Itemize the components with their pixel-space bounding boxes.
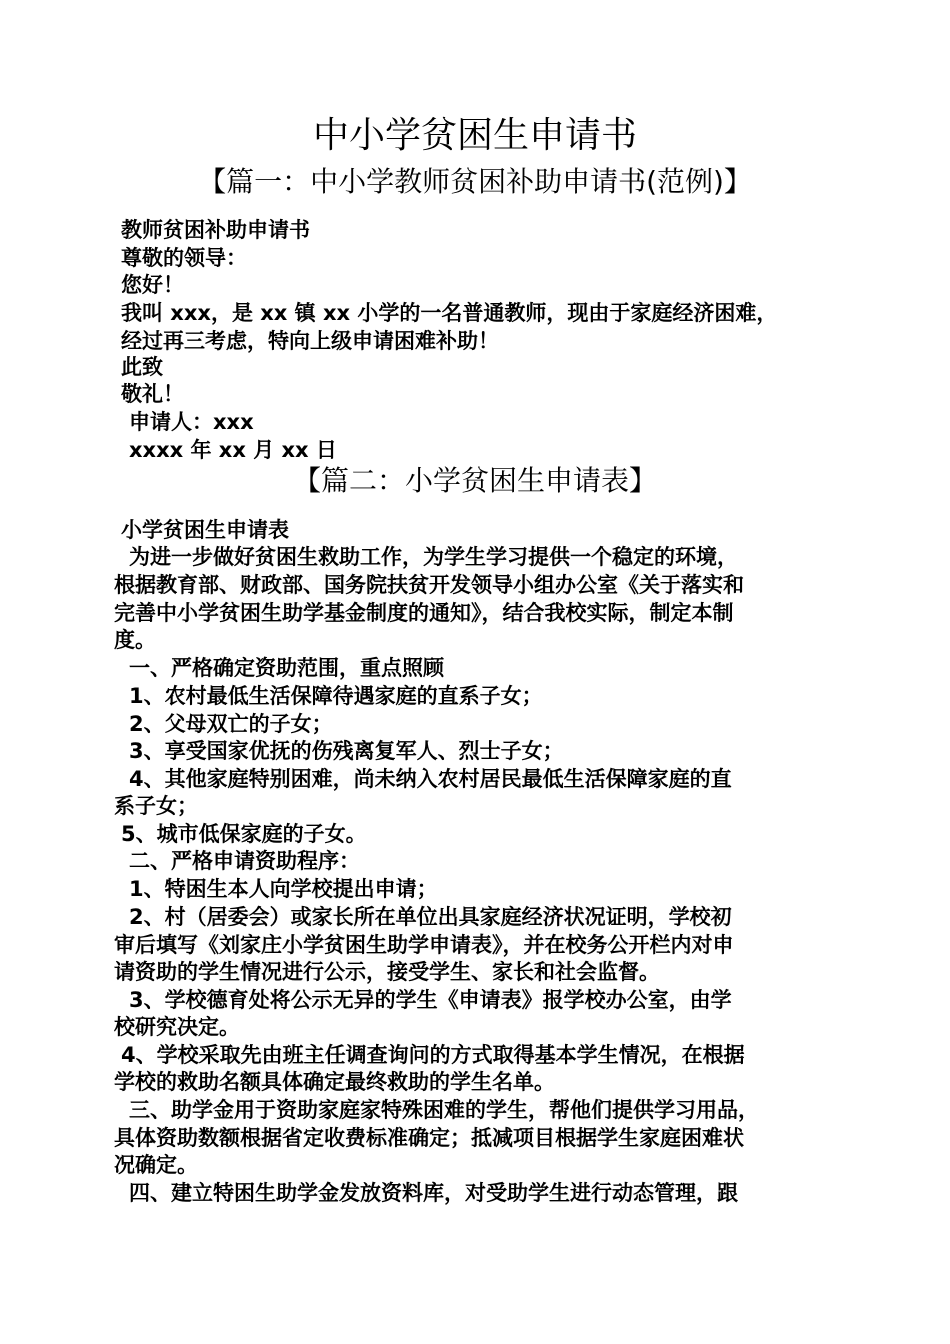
text-line: 具体资助数额根据省定收费标准确定；抵减项目根据学生家庭困难状 bbox=[114, 1126, 744, 1150]
text-line: 1、特困生本人向学校提出申请； bbox=[129, 877, 438, 901]
doc-title: 中小学贫困生申请书 bbox=[312, 115, 637, 156]
text-line: 经过再三考虑，特向上级申请困难补助！ bbox=[121, 329, 499, 353]
text-line: 3、学校德育处将公示无异的学生《申请表》报学校办公室，由学 bbox=[129, 988, 732, 1012]
text-line: 5、城市低保家庭的子女。 bbox=[121, 822, 367, 846]
text-line: 为进一步做好贫困生救助工作，为学生学习提供一个稳定的环境， bbox=[129, 545, 738, 569]
section-heading-2: 【篇二：小学贫困生申请表】 bbox=[292, 464, 657, 497]
text-line: xxxx 年 xx 月 xx 日 bbox=[129, 438, 337, 462]
text-line: 尊敬的领导： bbox=[121, 246, 247, 270]
text-line: 根据教育部、财政部、国务院扶贫开发领导小组办公室《关于落实和 bbox=[114, 573, 744, 597]
text-line: 学校的救助名额具体确定最终救助的学生名单。 bbox=[114, 1070, 555, 1094]
text-line: 二、严格申请资助程序： bbox=[129, 849, 360, 873]
text-line: 系子女； bbox=[114, 794, 198, 818]
text-line: 我叫 xxx，是 xx 镇 xx 小学的一名普通教师，现由于家庭经济困难， bbox=[121, 301, 778, 325]
text-line: 完善中小学贫困生助学基金制度的通知》，结合我校实际，制定本制 bbox=[114, 601, 734, 625]
text-line: 教师贫困补助申请书 bbox=[121, 218, 310, 242]
text-line: 审后填写《刘家庄小学贫困生助学申请表》，并在校务公开栏内对申 bbox=[114, 933, 734, 957]
text-line: 度。 bbox=[114, 628, 156, 652]
text-line: 您好！ bbox=[121, 273, 184, 297]
text-line: 一、严格确定资助范围，重点照顾 bbox=[129, 656, 444, 680]
text-line: 此致 bbox=[121, 355, 163, 379]
text-line: 4、学校采取先由班主任调查询问的方式取得基本学生情况，在根据 bbox=[121, 1043, 745, 1067]
section-heading-1: 【篇一：中小学教师贫困补助申请书(范例)】 bbox=[198, 165, 752, 198]
text-line: 1、农村最低生活保障待遇家庭的直系子女； bbox=[129, 684, 543, 708]
text-line: 申请人：xxx bbox=[129, 410, 254, 434]
text-line: 校研究决定。 bbox=[114, 1015, 240, 1039]
text-line: 2、父母双亡的子女； bbox=[129, 712, 333, 736]
text-line: 请资助的学生情况进行公示，接受学生、家长和社会监督。 bbox=[114, 960, 660, 984]
text-line: 况确定。 bbox=[114, 1153, 198, 1177]
text-line: 2、村（居委会）或家长所在单位出具家庭经济状况证明，学校初 bbox=[129, 905, 732, 929]
text-line: 小学贫困生申请表 bbox=[121, 518, 289, 542]
text-line: 敬礼！ bbox=[121, 382, 184, 406]
text-line: 三、助学金用于资助家庭家特殊困难的学生，帮他们提供学习用品， bbox=[129, 1098, 759, 1122]
text-line: 四、建立特困生助学金发放资料库，对受助学生进行动态管理，跟 bbox=[129, 1181, 738, 1205]
text-line: 4、其他家庭特别困难，尚未纳入农村居民最低生活保障家庭的直 bbox=[129, 767, 732, 791]
text-line: 3、享受国家优抚的伤残离复军人、烈士子女； bbox=[129, 739, 564, 763]
